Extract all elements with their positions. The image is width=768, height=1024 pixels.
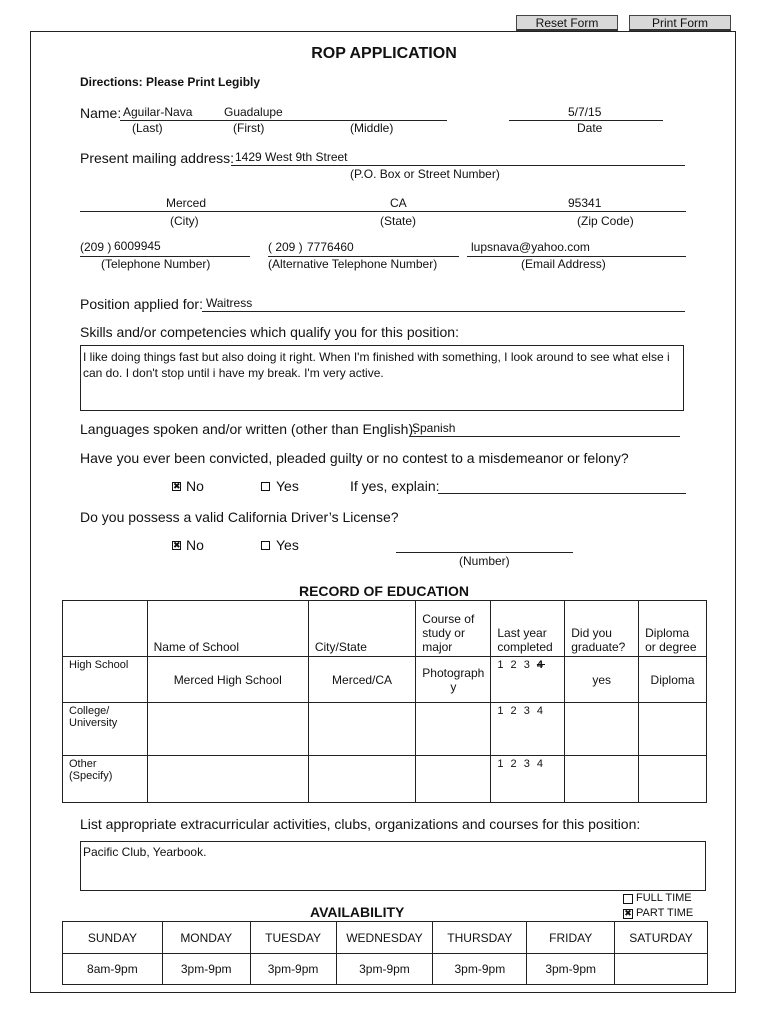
hours-wednesday[interactable]: 3pm-9pm (336, 954, 433, 985)
header-school: Name of School (147, 601, 308, 657)
row-type: High School (63, 657, 148, 703)
caption-first: (First) (233, 121, 265, 135)
name-label: Name: (80, 105, 122, 121)
hours-thursday[interactable]: 3pm-9pm (433, 954, 527, 985)
availability-table (62, 921, 708, 985)
form-title: ROP APPLICATION (311, 45, 457, 62)
row-years[interactable]: 1 2 3 4 (491, 703, 565, 756)
row-grad[interactable]: yes (565, 657, 639, 703)
part-time-checkbox[interactable]: ✖ (624, 908, 632, 918)
languages-underline (410, 436, 680, 437)
row-course[interactable] (416, 756, 491, 803)
education-table (62, 600, 707, 803)
row-diploma[interactable]: Diploma (639, 657, 707, 703)
row-type: Other (Specify) (63, 756, 148, 803)
row-years[interactable] (491, 657, 565, 703)
address-label: Present mailing address: (80, 150, 235, 166)
row-school[interactable]: Merced High School (147, 657, 308, 703)
education-row (63, 657, 707, 703)
full-time-checkbox[interactable] (623, 894, 633, 904)
zip-field[interactable]: 95341 (568, 196, 602, 210)
alt-phone-field[interactable]: 7776460 (307, 240, 354, 254)
header-course: Course of study or major (416, 601, 491, 657)
city-field[interactable]: Merced (166, 196, 207, 210)
license-no-label: No (186, 537, 204, 553)
directions: Directions: Please Print Legibly (80, 75, 261, 89)
header-graduate: Did you graduate? (565, 601, 639, 657)
last-name-field[interactable]: Aguilar-Nava (123, 105, 193, 119)
education-row (63, 703, 707, 756)
caption-date: Date (577, 121, 603, 135)
availability-title: AVAILABILITY (310, 904, 405, 920)
header-city: City/State (308, 601, 415, 657)
date-field[interactable]: 5/7/15 (568, 105, 602, 119)
day-tuesday: TUESDAY (250, 922, 336, 954)
caption-phone: (Telephone Number) (101, 257, 211, 271)
caption-street: (P.O. Box or Street Number) (350, 167, 500, 181)
convicted-label: Have you ever been convicted, pleaded guilty or no contest to a misdemeanor or felony? (80, 450, 629, 466)
header-blank (63, 601, 148, 657)
row-grad[interactable] (565, 703, 639, 756)
part-time-label: PART TIME (636, 907, 694, 919)
alt-phone-area: ( 209 ) (268, 240, 303, 254)
activities-label: List appropriate extracurricular activities, clubs, organizations and courses for this position: (80, 816, 641, 832)
row-years-text: 1 2 3 (497, 659, 532, 671)
print-form-button[interactable]: Print Form (629, 15, 731, 31)
city-state-zip-underline (80, 211, 686, 212)
education-title: RECORD OF EDUCATION (298, 583, 470, 599)
street-field[interactable]: 1429 West 9th Street (235, 150, 348, 164)
header-last-year: Last year completed (491, 601, 565, 657)
row-city[interactable]: Merced/CA (308, 657, 415, 703)
row-school[interactable] (147, 703, 308, 756)
availability-days-row (63, 922, 708, 954)
languages-field[interactable]: Spanish (412, 421, 456, 435)
license-yes-label: Yes (276, 537, 299, 553)
education-row (63, 756, 707, 803)
day-monday: MONDAY (162, 922, 250, 954)
email-field[interactable]: lupsnava@yahoo.com (471, 240, 590, 254)
first-name-field[interactable]: Guadalupe (224, 105, 283, 119)
day-friday: FRIDAY (527, 922, 615, 954)
state-field[interactable]: CA (390, 196, 407, 210)
license-number-underline[interactable] (396, 552, 573, 553)
name-underline (120, 120, 447, 121)
convicted-no-checkbox[interactable]: ✖ (173, 481, 181, 491)
row-type: College/ University (63, 703, 148, 756)
row-grad[interactable] (565, 756, 639, 803)
row-course[interactable]: Photograph y (416, 657, 491, 703)
skills-label: Skills and/or competencies which qualify you for this position: (80, 324, 459, 340)
caption-city: (City) (170, 214, 199, 228)
caption-middle: (Middle) (350, 121, 394, 135)
day-wednesday: WEDNESDAY (336, 922, 433, 954)
education-header-row (63, 601, 707, 657)
license-label: Do you possess a valid California Driver’s License? (80, 509, 399, 525)
hours-friday[interactable]: 3pm-9pm (527, 954, 615, 985)
caption-last: (Last) (132, 121, 163, 135)
day-saturday: SATURDAY (615, 922, 708, 954)
day-thursday: THURSDAY (433, 922, 527, 954)
row-years[interactable]: 1 2 3 4 (491, 756, 565, 803)
row-course[interactable] (416, 703, 491, 756)
row-diploma[interactable] (639, 756, 707, 803)
languages-label: Languages spoken and/or written (other than English): (80, 421, 417, 437)
caption-state: (State) (380, 214, 417, 228)
caption-zip: (Zip Code) (577, 214, 634, 228)
availability-hours-row (63, 954, 708, 985)
reset-form-button[interactable]: Reset Form (516, 15, 618, 31)
explain-label: If yes, explain: (350, 478, 440, 494)
day-sunday: SUNDAY (63, 922, 163, 954)
skills-textarea[interactable]: I like doing things fast but also doing it right. When I'm finished with something, I look around to see what else i can do. I don't stop until i have my break. I'm very active. (80, 345, 684, 411)
street-underline (231, 165, 685, 166)
caption-email: (Email Address) (521, 257, 606, 271)
caption-alt-phone: (Alternative Telephone Number) (268, 257, 438, 271)
activities-textarea[interactable]: Pacific Club, Yearbook. (80, 841, 706, 891)
row-city[interactable] (308, 756, 415, 803)
full-time-label: FULL TIME (636, 892, 692, 904)
phone-area: (209 ) (80, 240, 112, 254)
row-diploma[interactable] (639, 703, 707, 756)
position-underline (202, 311, 685, 312)
header-diploma: Diploma or degree (639, 601, 707, 657)
convicted-yes-checkbox[interactable] (261, 482, 270, 491)
explain-underline[interactable] (438, 493, 686, 494)
position-label: Position applied for: (80, 296, 203, 312)
convicted-no-label: No (186, 478, 204, 494)
caption-number: (Number) (459, 554, 510, 568)
hours-tuesday[interactable]: 3pm-9pm (250, 954, 336, 985)
position-field[interactable]: Waitress (206, 296, 253, 310)
phone-field[interactable]: 6009945 (114, 239, 161, 253)
hours-sunday[interactable]: 8am-9pm (63, 954, 163, 985)
hours-monday[interactable]: 3pm-9pm (162, 954, 250, 985)
row-year-marked: 4 (536, 659, 545, 671)
convicted-yes-label: Yes (276, 478, 299, 494)
hours-saturday[interactable] (615, 954, 708, 985)
license-no-checkbox[interactable]: ✖ (173, 540, 181, 550)
row-school[interactable] (147, 756, 308, 803)
license-yes-checkbox[interactable] (261, 541, 270, 550)
row-city[interactable] (308, 703, 415, 756)
